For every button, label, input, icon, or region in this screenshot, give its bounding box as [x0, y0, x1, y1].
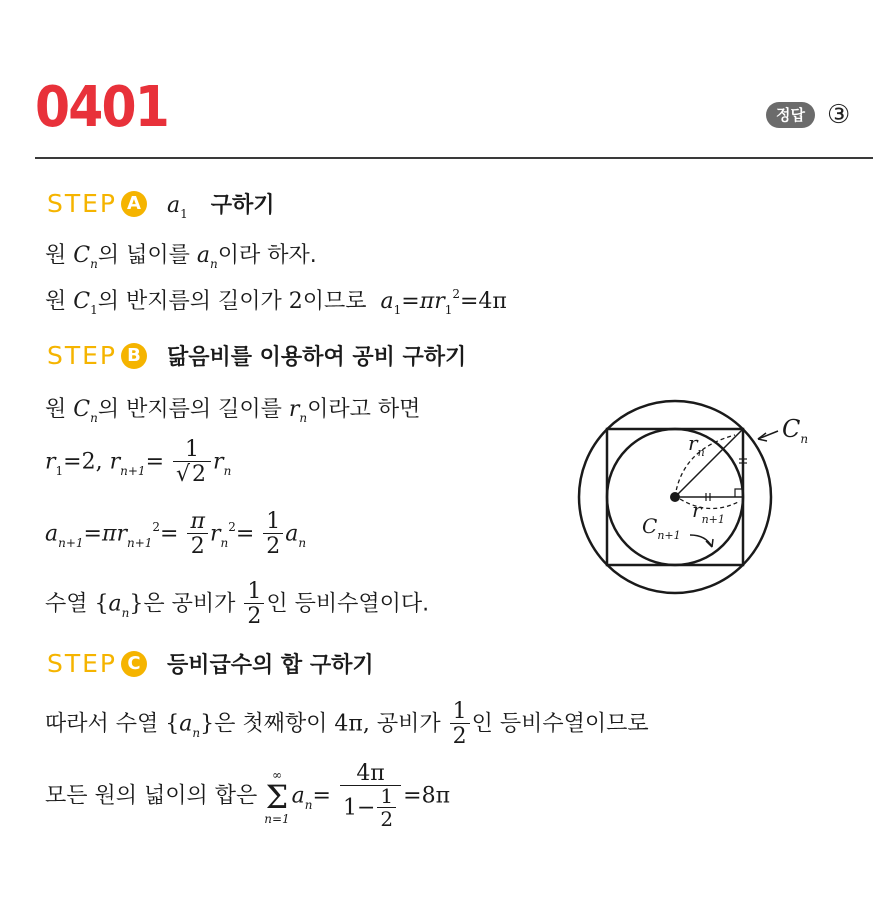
summation-lower: n=1 — [264, 811, 290, 826]
text: 모든 원의 넓이의 합은 — [45, 783, 258, 809]
step-title: 등비급수의 합 구하기 — [167, 653, 374, 678]
math-sub: n — [223, 463, 232, 478]
fraction — [450, 700, 470, 749]
fraction-numerator: 1 — [185, 437, 200, 462]
math-sup: 2 — [228, 519, 236, 534]
math-sub: n — [220, 535, 229, 550]
step-letter-badge: C — [121, 651, 147, 677]
math-sub: n — [121, 605, 130, 620]
fraction-numerator: 1 — [380, 784, 394, 809]
fraction-numerator: 1 — [247, 579, 262, 604]
text-line-c1 — [45, 700, 649, 749]
text: 따라서 수열 — [45, 711, 159, 737]
fraction-denominator — [173, 461, 211, 487]
math-expr: = — [145, 449, 164, 475]
math-sub: n — [298, 535, 307, 550]
label-cn: $C_n$ — [782, 415, 809, 446]
answer-area — [766, 102, 850, 128]
math-brace: { — [165, 711, 180, 737]
math-var: a — [179, 711, 193, 737]
fraction — [187, 510, 207, 559]
text: 은 첫째항이 — [214, 711, 328, 737]
math-var: a — [196, 243, 210, 268]
math-sub: n — [304, 797, 313, 812]
text: 의 넓이를 — [97, 243, 190, 268]
fraction-denominator: 2 — [187, 533, 207, 559]
math-sub: n — [192, 725, 201, 740]
math-var: C — [73, 289, 91, 314]
fraction-denominator: 2 — [244, 603, 264, 629]
math-var: a — [108, 591, 122, 617]
math-expr: = — [160, 521, 179, 547]
step-word: STEP — [47, 341, 118, 370]
math-expr: 4π, — [334, 711, 370, 737]
step-title-sub: 1 — [180, 207, 188, 221]
summation-sign: Σ — [265, 777, 289, 816]
label-rn1: $r_{n+1}$ — [692, 498, 725, 526]
denominator-text: 1− — [342, 795, 376, 821]
math-expr: =4π — [460, 289, 507, 314]
text: 의 반지름의 길이를 — [97, 397, 282, 422]
text-line-c2 — [45, 762, 450, 831]
step-title-math: a — [167, 193, 181, 218]
math-sub: n — [299, 411, 308, 425]
cn-pointer — [758, 431, 778, 439]
math-var: a — [380, 289, 394, 314]
circle-square-figure — [560, 395, 880, 610]
math-sup: 2 — [452, 287, 460, 301]
math-sup: 2 — [152, 519, 161, 534]
math-var: a — [285, 521, 299, 547]
math-var: r — [209, 521, 221, 547]
math-sub: n — [90, 257, 98, 271]
text: 원 — [45, 289, 67, 314]
fraction — [244, 580, 264, 629]
math-expr: =2, — [63, 449, 103, 475]
text-line-a2 — [45, 284, 507, 315]
text-line-b3 — [45, 510, 306, 559]
math-brace: { — [94, 591, 109, 617]
radicand: 2 — [192, 462, 207, 488]
fraction — [263, 510, 283, 559]
step-title: 닮음비를 이용하여 공비 구하기 — [167, 345, 467, 370]
step-title-text: 구하기 — [210, 193, 275, 218]
text: 이므로 — [302, 289, 367, 314]
step-word: STEP — [47, 189, 118, 218]
step-letter-badge: B — [121, 343, 147, 369]
step-b-heading — [47, 340, 466, 371]
text: 인 등비수열이므로 — [471, 711, 649, 737]
text: 은 공비가 — [143, 591, 236, 617]
math-var: r — [45, 449, 56, 475]
math-sub: n — [209, 257, 218, 271]
label-cn1: $C_{n+1}$ — [642, 514, 681, 542]
problem-number: 0401 — [35, 75, 169, 140]
text-line-b1 — [45, 392, 420, 423]
math-sub: n+1 — [120, 463, 146, 478]
fraction-denominator: 2 — [377, 807, 396, 831]
math-expr: = — [312, 783, 331, 809]
text: 이라고 하면 — [307, 397, 421, 422]
math-var: a — [291, 783, 305, 809]
cn1-pointer — [690, 535, 712, 547]
step-word: STEP — [47, 649, 118, 678]
text-line-a1 — [45, 238, 317, 269]
fraction-denominator: 2 — [263, 533, 283, 559]
text: 이라 하자. — [217, 243, 317, 268]
nested-fraction — [377, 786, 396, 831]
math-var: C — [73, 397, 91, 422]
text: 수열 — [45, 591, 88, 617]
summation-upper: ∞ — [271, 767, 282, 782]
math-sub: 1 — [393, 303, 402, 317]
fraction-numerator: 1 — [452, 699, 467, 724]
text: 원 — [45, 243, 67, 268]
fraction-denominator: 2 — [450, 723, 470, 749]
text-line-b4 — [45, 580, 429, 629]
math-var: r — [213, 449, 224, 475]
math-sub: n+1 — [126, 535, 153, 550]
math-var: r — [109, 449, 121, 475]
math-sub: 1 — [55, 463, 64, 478]
header-divider — [35, 157, 873, 159]
math-sub: n — [90, 411, 98, 425]
summation — [264, 769, 289, 825]
step-a-heading — [47, 188, 275, 219]
fraction — [173, 438, 211, 487]
text: 인 등비수열이다. — [266, 591, 430, 617]
text: 의 반지름의 길이가 — [97, 289, 282, 314]
math-sub: n+1 — [58, 535, 84, 550]
math-brace: } — [200, 711, 215, 737]
math-sub: 1 — [444, 303, 453, 317]
fraction-numerator: 1 — [266, 509, 281, 534]
fraction-numerator: π — [190, 509, 205, 534]
fraction — [340, 762, 401, 831]
math-brace: } — [129, 591, 144, 617]
text-line-b2 — [45, 438, 231, 487]
step-c-heading — [47, 648, 374, 679]
math-expr: =8π — [403, 783, 451, 809]
fraction-numerator: 4π — [356, 761, 385, 786]
step-letter-badge: A — [121, 191, 147, 217]
math-sub: 1 — [90, 303, 98, 317]
math-expr: = — [235, 521, 255, 547]
answer-badge: 정답 — [766, 102, 815, 128]
label-rn: $r_n$ — [688, 431, 705, 459]
step-title — [167, 188, 275, 219]
math-var: a — [45, 521, 59, 547]
answer-value: ③ — [826, 100, 851, 130]
fraction-denominator — [340, 785, 401, 831]
text: 원 — [45, 397, 67, 422]
math-var: C — [73, 243, 91, 268]
math-expr: =πr — [83, 521, 127, 547]
math-var: r — [288, 397, 300, 422]
radical-sign: √ — [176, 462, 191, 488]
math-expr: =πr — [401, 289, 445, 314]
math-num: 2 — [288, 289, 303, 314]
text: 공비가 — [376, 711, 441, 737]
